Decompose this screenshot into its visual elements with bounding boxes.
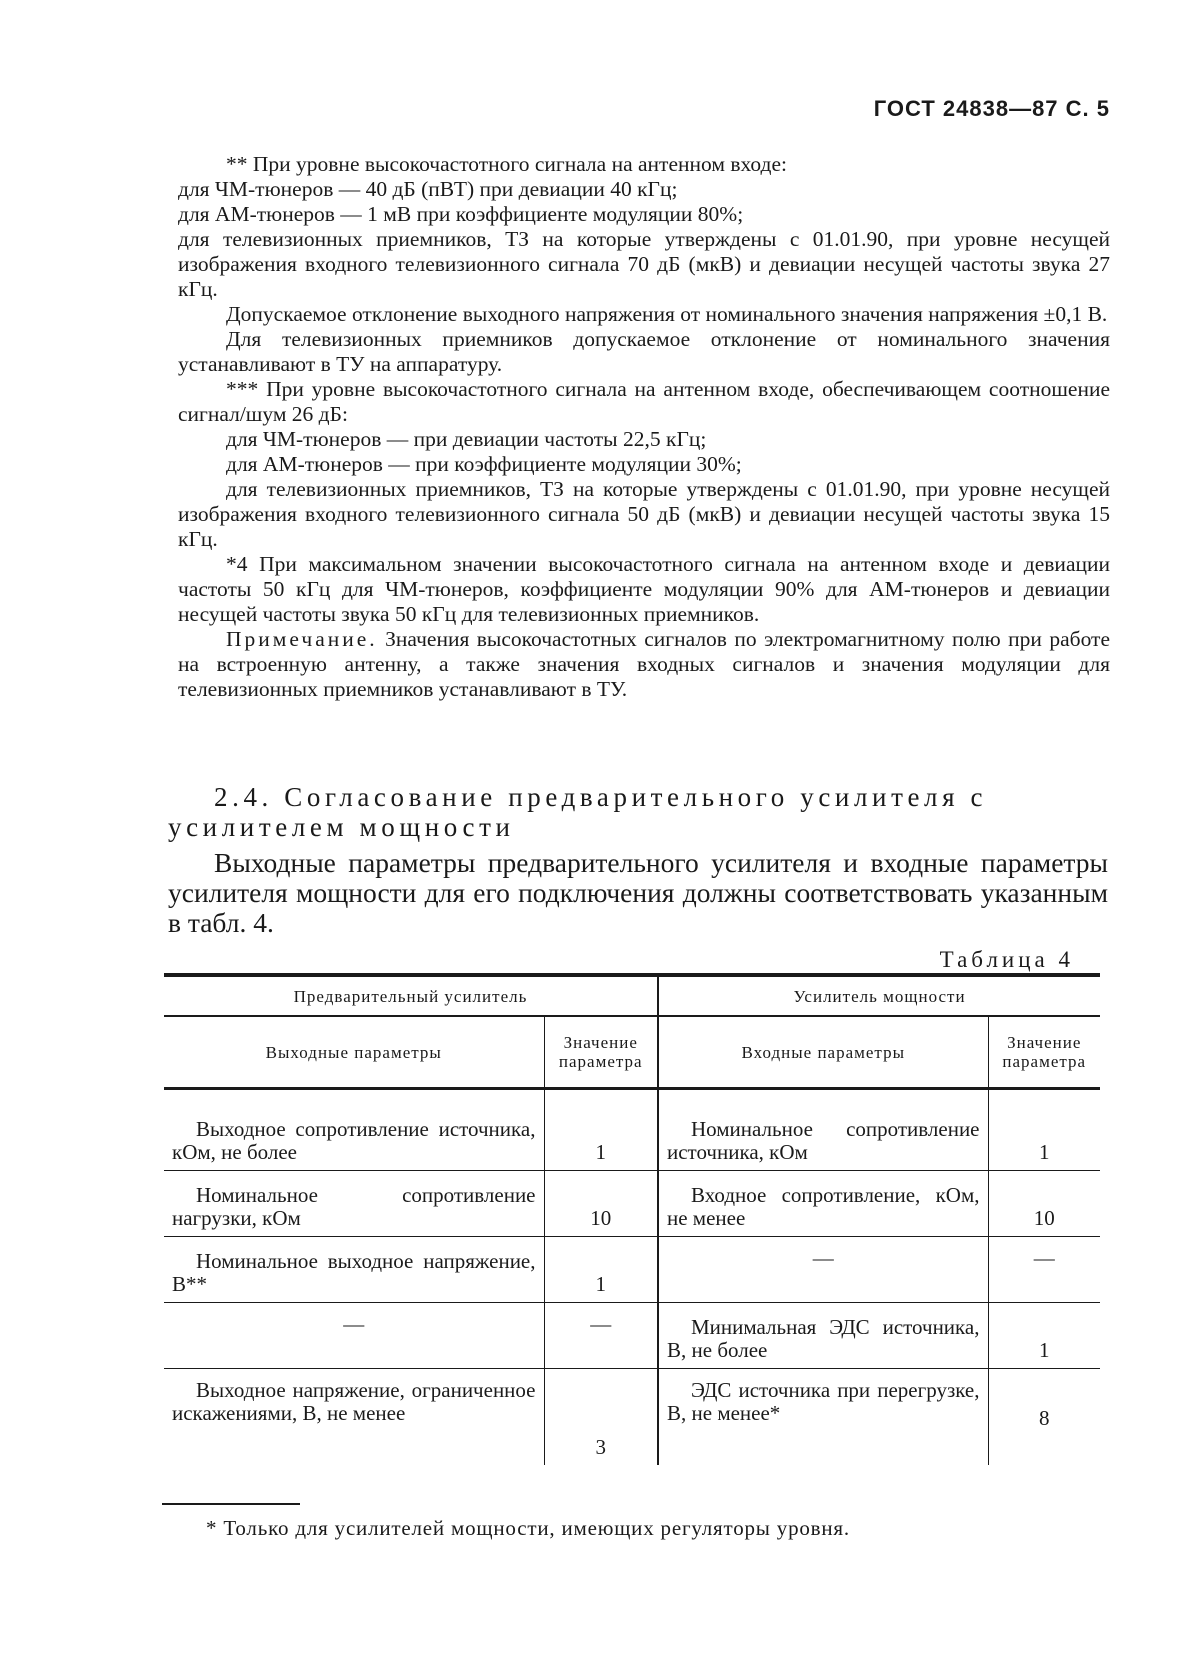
parameters-table <box>164 973 1100 1465</box>
remark-paragraph <box>178 627 1110 702</box>
table-cell: — <box>988 1237 1100 1303</box>
table-cell: Номинальное выходное напряжение, В** <box>164 1237 544 1303</box>
table-caption: Таблица 4 <box>939 947 1074 972</box>
note-paragraph: для АМ-тюнеров — 1 мВ при коэффициенте модуляции 80%; <box>178 202 744 226</box>
table-cell: 3 <box>544 1369 658 1465</box>
note-paragraph: *** При уровне высокочастотного сигнала на антенном входе, обеспечивающем соотношение сигнал/шум 26 дБ: <box>178 377 1110 426</box>
note-paragraph: для телевизионных приемников, ТЗ на которые утверждены с 01.01.90, при уровне несущей изображения входного телевизионного сигнала 70 дБ (мкВ) и девиации несущей частоты звука 27 кГц. <box>178 227 1110 301</box>
table-cell: 1 <box>544 1089 658 1171</box>
table-row <box>164 1303 1100 1369</box>
note-paragraph: для АМ-тюнеров — при коэффициенте модуляции 30%; <box>226 452 742 476</box>
group-header-preamp: Предварительный усилитель <box>164 975 658 1016</box>
group-header-power-amp: Усилитель мощности <box>658 975 1100 1016</box>
table-cell: 1 <box>544 1237 658 1303</box>
section-2-4 <box>168 782 1108 938</box>
table-footnote: * Только для усилителей мощности, имеющих регуляторы уровня. <box>206 1516 850 1540</box>
document-header: ГОСТ 24838—87 С. 5 <box>873 96 1110 121</box>
table-cell: Входное сопротивление, кОм, не менее <box>658 1171 988 1237</box>
table-cell: ЭДС источника при перегрузке, В, не менее* <box>658 1369 988 1465</box>
section-title: 2.4. Согласование предварительного усилителя с усилителем мощности <box>168 782 988 842</box>
table-cell: 1 <box>988 1089 1100 1171</box>
remark-label: Примечание. <box>226 627 378 651</box>
table-row <box>164 1369 1100 1465</box>
table-cell: 8 <box>1039 1406 1050 1431</box>
section-body: Выходные параметры предварительного усилителя и входные параметры усилителя мощности для его подключения должны соответствовать указанным в табл. 4. <box>168 847 1108 938</box>
footnote-divider <box>162 1503 300 1505</box>
table-cell: Выходное напряжение, ограниченное искажениями, В, не менее <box>164 1369 544 1465</box>
table-cell: — <box>544 1303 658 1369</box>
table-cell: — <box>658 1237 988 1303</box>
note-paragraph: для ЧМ-тюнеров — 40 дБ (пВТ) при девиации 40 кГц; <box>178 177 678 201</box>
table-cell: — <box>164 1303 544 1369</box>
table-cell: Минимальная ЭДС источника, В, не более <box>658 1303 988 1369</box>
table-row <box>164 1171 1100 1237</box>
remark-text: Значения высокочастотных сигналов по электромагнитному полю при работе на встроенную антенну, а также значения входных сигналов и значения модуляции для телевизионных приемников устанавливают в ТУ. <box>178 627 1110 701</box>
footnotes-block <box>178 152 1110 702</box>
column-header: Значение параметра <box>544 1016 658 1089</box>
table-cell: 10 <box>544 1171 658 1237</box>
table-cell: Выходное сопротивление источника, кОм, не более <box>164 1089 544 1171</box>
table-row <box>164 1089 1100 1171</box>
table-cell: 10 <box>988 1171 1100 1237</box>
table-cell: Номинальное сопротивление нагрузки, кОм <box>164 1171 544 1237</box>
table-row <box>164 1237 1100 1303</box>
note-paragraph: для ЧМ-тюнеров — при девиации частоты 22,5 кГц; <box>226 427 707 451</box>
note-paragraph: для телевизионных приемников, ТЗ на которые утверждены с 01.01.90, при уровне несущей изображения входного телевизионного сигнала 50 дБ (мкВ) и девиации несущей частоты звука 15 кГц. <box>178 477 1110 551</box>
column-header: Значение параметра <box>988 1016 1100 1089</box>
note-paragraph: ** При уровне высокочастотного сигнала на антенном входе: <box>226 152 787 176</box>
column-header: Входные параметры <box>658 1016 988 1089</box>
note-paragraph: *4 При максимальном значении высокочастотного сигнала на антенном входе и девиации частоты 50 кГц для ЧМ-тюнеров, коэффициенте модуляции 90% для АМ-тюнеров и девиации несущей частоты звука 50 кГц для телевизионных приемников. <box>178 552 1110 626</box>
table-cell: 1 <box>988 1303 1100 1369</box>
column-header: Выходные параметры <box>164 1016 544 1089</box>
table-cell: Номинальное сопротивление источника, кОм <box>658 1089 988 1171</box>
note-paragraph: Для телевизионных приемников допускаемое отклонение от номинального значения устанавливают в ТУ на аппаратуру. <box>178 327 1110 376</box>
note-paragraph: Допускаемое отклонение выходного напряжения от номинального значения напряжения ±0,1 В. <box>226 302 1108 326</box>
